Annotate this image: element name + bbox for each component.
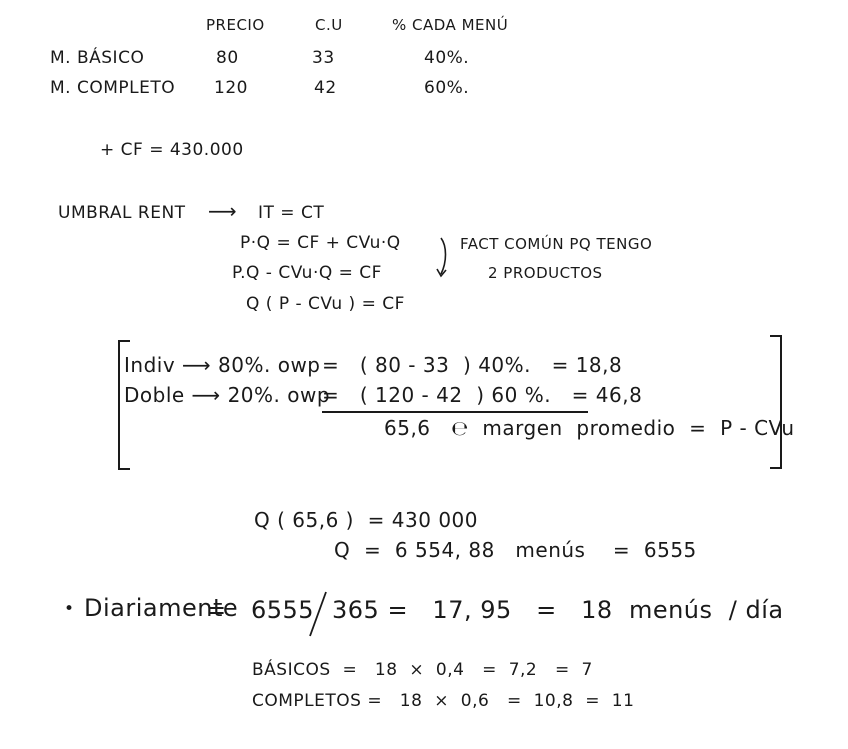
umbral-note-1: FACT COMÚN PQ TENGO: [460, 235, 653, 253]
margin-row2-label: Doble ⟶ 20%. owp: [124, 383, 331, 407]
breakdown-completos: COMPLETOS = 18 × 0,6 = 10,8 = 11: [252, 691, 635, 711]
header-precio: PRECIO: [206, 16, 265, 34]
umbral-note-2: 2 PRODUCTOS: [488, 264, 603, 282]
sum-underline: [322, 411, 588, 413]
row-basico-precio: 80: [216, 48, 239, 68]
curl-arrow-icon: [435, 236, 455, 280]
umbral-label: UMBRAL RENT: [58, 203, 186, 223]
division-slash-icon: [300, 590, 330, 640]
daily-eq-a: = 6555: [206, 596, 315, 624]
row-completo-cu: 42: [314, 78, 337, 98]
daily-label: Diariamente: [84, 594, 239, 622]
margin-row1-label: Indiv ⟶ 80%. owp: [124, 353, 321, 377]
bullet-icon: •: [64, 599, 75, 619]
margin-row2-eq: = ( 120 - 42 ) 60 %. = 46,8: [322, 383, 643, 407]
row-completo-pct: 60%.: [424, 78, 470, 98]
right-bracket: [770, 335, 782, 469]
margin-row1-eq: = ( 80 - 33 ) 40%. = 18,8: [322, 353, 623, 377]
fixed-cost: + CF = 430.000: [100, 140, 244, 160]
row-basico-name: M. BÁSICO: [50, 48, 145, 68]
umbral-eq2: P·Q = CF + CVu·Q: [240, 233, 401, 253]
solution-line-2: Q = 6 554, 88 menús = 6555: [334, 538, 697, 562]
row-completo-name: M. COMPLETO: [50, 78, 176, 98]
solution-line-1: Q ( 65,6 ) = 430 000: [254, 508, 478, 532]
row-basico-cu: 33: [312, 48, 335, 68]
arrow-icon: ⟶: [208, 199, 238, 223]
umbral-eq4: Q ( P - CVu ) = CF: [246, 294, 405, 314]
umbral-eq3: P.Q - CVu·Q = CF: [232, 263, 382, 283]
row-completo-precio: 120: [214, 78, 248, 98]
header-cu: C.U: [315, 16, 343, 34]
umbral-eq1: IT = CT: [258, 203, 325, 223]
header-pct: % CADA MENÚ: [392, 16, 509, 34]
daily-eq-b: 365 = 17, 95 = 18 menús / día: [332, 596, 784, 624]
breakdown-basicos: BÁSICOS = 18 × 0,4 = 7,2 = 7: [252, 660, 593, 680]
margin-average: 65,6 ℮ margen promedio = P - CVu: [384, 416, 795, 440]
row-basico-pct: 40%.: [424, 48, 470, 68]
